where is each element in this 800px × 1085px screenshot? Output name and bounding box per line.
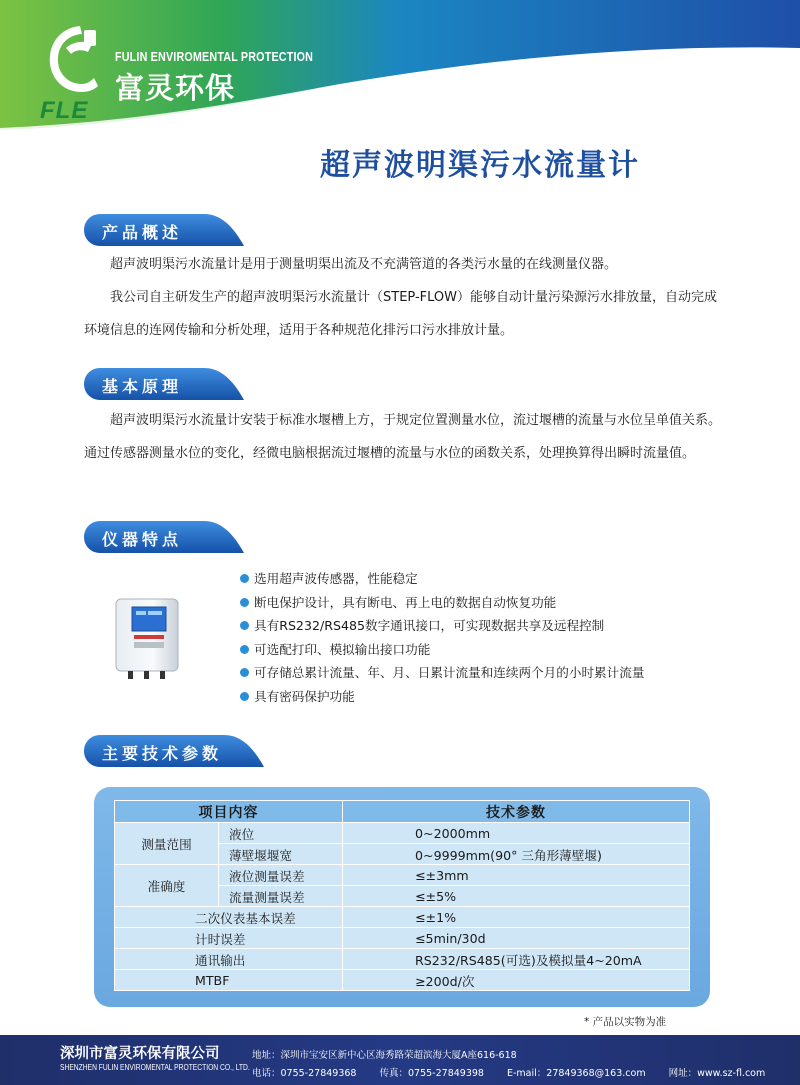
overview-paragraph-2: 我公司自主研发生产的超声波明渠污水流量计（STEP-FLOW）能够自动计量污染源污水排放量，自动完成环境信息的连网传输和分析处理，适用于各种规范化排污口污水排放计量。 <box>84 290 717 338</box>
table-row: 流量测量误差 ≤±5% <box>115 886 690 907</box>
footer-website: 网址：www.sz-fl.com <box>668 1068 766 1079</box>
footer-fax: 传真：0755-27849398 <box>379 1068 484 1079</box>
section-heading-features: 仪器特点 <box>84 521 244 553</box>
table-row: 准确度 液位测量误差 ≤±3mm <box>115 865 690 886</box>
footer-address: 地址：深圳市宝安区新中心区海秀路荣超滨海大厦A座616-618 <box>252 1050 517 1061</box>
principle-paragraph: 超声波明渠污水流量计安装于标准水堰槽上方，于规定位置测量水位，流过堰槽的流量与水位呈单值关系。通过传感器测量水位的变化，经微电脑根据流过堰槽的流量与水位的函数关系，处理换算得出瞬时流量值。 <box>84 413 722 461</box>
overview-paragraph-1: 超声波明渠污水流量计是用于测量明渠出流及不充满管道的各类污水量的在线测量仪器。 <box>110 257 618 272</box>
section-heading-params: 主要技术参数 <box>84 735 264 767</box>
section-heading-principle: 基本原理 <box>84 368 244 400</box>
table-row: 通讯输出 RS232/RS485(可选)及模拟量4~20mA <box>115 949 690 970</box>
feature-list <box>240 567 644 708</box>
table-header-item: 项目内容 <box>115 801 343 823</box>
product-note: * 产品以实物为准 <box>584 1016 667 1028</box>
section-heading-overview: 产品概述 <box>84 214 244 246</box>
params-table-panel <box>94 787 710 1007</box>
footer-company-cn: 深圳市富灵环保有限公司 <box>60 1046 220 1062</box>
footer-email: E-mail：27849368@163.com <box>507 1068 646 1079</box>
table-row: 测量范围 液位 0~2000mm <box>115 823 690 844</box>
range-label: 测量范围 <box>115 823 219 865</box>
footer <box>0 1035 800 1085</box>
table-row: 二次仪表基本误差 ≤±1% <box>115 907 690 928</box>
footer-company-en: SHENZHEN FULIN ENVIROMENTAL PROTECTION CO., LTD. <box>60 1063 250 1072</box>
table-row: 薄壁堰堰宽 0~9999mm(90° 三角形薄壁堰) <box>115 844 690 865</box>
logo-mark-icon <box>44 22 108 96</box>
list-item: 选用超声波传感器，性能稳定 <box>240 567 644 591</box>
list-item: 可存储总累计流量、年、月、日累计流量和连续两个月的小时累计流量 <box>240 661 644 685</box>
footer-contact <box>252 1065 785 1079</box>
company-name-cn: 富灵环保 <box>115 71 236 105</box>
accuracy-label: 准确度 <box>115 865 219 907</box>
table-row: MTBF ≥200d/次 <box>115 970 690 991</box>
list-item: 具有密码保护功能 <box>240 685 644 709</box>
header-banner <box>0 0 800 130</box>
table-header-value: 技术参数 <box>343 801 690 823</box>
params-table <box>114 800 690 991</box>
list-item: 具有RS232/RS485数字通讯接口，可实现数据共享及远程控制 <box>240 614 644 638</box>
footer-phone: 电话：0755-27849368 <box>252 1068 357 1079</box>
logo-letters: FLE <box>40 97 89 124</box>
list-item: 可选配打印、模拟输出接口功能 <box>240 638 644 662</box>
table-row: 计时误差 ≤5min/30d <box>115 928 690 949</box>
page-title: 超声波明渠污水流量计 <box>320 148 640 183</box>
list-item: 断电保护设计，具有断电、再上电的数据自动恢复功能 <box>240 591 644 615</box>
flowmeter-device-icon <box>112 597 182 685</box>
company-name-en: FULIN ENVIROMENTAL PROTECTION <box>115 50 314 64</box>
